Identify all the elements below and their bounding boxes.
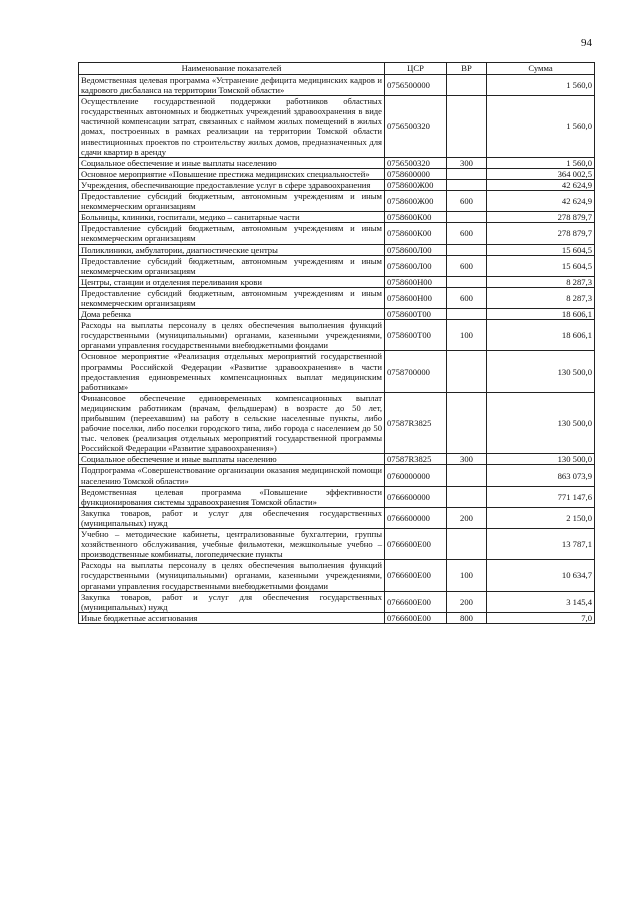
table-row	[79, 157, 595, 168]
header-vr: ВР	[447, 63, 487, 75]
cell-name: Подпрограмма «Совершенствование организации оказания медицинской помощи населению Томской области»	[79, 465, 385, 486]
cell-code: 0766600Е00	[385, 529, 447, 560]
cell-name: Осуществление государственной поддержки работников областных государственных автономных и бюджетных учреждений здравоохранения в виде частичной компенсации затрат, связанных с наймом жилых помещений в жилых домах, построенных в рамках реализации на территории Томской области инвестиционных проектов по строительству жилых домов, предназначенных для сдачи квартир в аренду	[79, 96, 385, 158]
cell-vr: 600	[447, 191, 487, 212]
cell-code: 0758600Т00	[385, 309, 447, 320]
table-row	[79, 612, 595, 623]
table-row	[79, 168, 595, 179]
cell-vr: 200	[447, 591, 487, 612]
cell-sum: 13 787,1	[487, 529, 595, 560]
cell-name: Дома ребенка	[79, 309, 385, 320]
cell-sum: 8 287,3	[487, 276, 595, 287]
cell-code: 0766600000	[385, 507, 447, 528]
table-row	[79, 529, 595, 560]
cell-vr	[447, 75, 487, 96]
cell-sum: 42 624,9	[487, 179, 595, 190]
table-row	[79, 179, 595, 190]
cell-sum: 18 606,1	[487, 309, 595, 320]
table-row	[79, 591, 595, 612]
cell-name: Центры, станции и отделения переливания крови	[79, 276, 385, 287]
table-row	[79, 191, 595, 212]
budget-table	[78, 62, 595, 624]
cell-code: 0758600Т00	[385, 320, 447, 351]
cell-code: 0758600К00	[385, 223, 447, 244]
table-row	[79, 560, 595, 591]
cell-sum: 130 500,0	[487, 351, 595, 392]
cell-code: 0758700000	[385, 351, 447, 392]
header-csr: ЦСР	[385, 63, 447, 75]
cell-code: 0756500000	[385, 75, 447, 96]
table-row	[79, 287, 595, 308]
table-row	[79, 320, 595, 351]
cell-vr: 300	[447, 157, 487, 168]
cell-sum: 771 147,6	[487, 486, 595, 507]
cell-vr	[447, 276, 487, 287]
cell-vr: 600	[447, 223, 487, 244]
cell-code: 0766600Е00	[385, 591, 447, 612]
cell-vr	[447, 351, 487, 392]
header-name: Наименование показателей	[79, 63, 385, 75]
cell-code: 0758600К00	[385, 212, 447, 223]
page-number: 94	[581, 37, 592, 49]
cell-code: 07587R3825	[385, 454, 447, 465]
cell-name: Предоставление субсидий бюджетным, автономным учреждениям и иным некоммерческим организациям	[79, 255, 385, 276]
cell-code: 0758600Н00	[385, 287, 447, 308]
cell-vr: 200	[447, 507, 487, 528]
cell-name: Больницы, клиники, госпитали, медико – санитарные части	[79, 212, 385, 223]
cell-sum: 3 145,4	[487, 591, 595, 612]
cell-name: Закупка товаров, работ и услуг для обеспечения государственных (муниципальных) нужд	[79, 507, 385, 528]
table-row	[79, 276, 595, 287]
table-row	[79, 223, 595, 244]
cell-sum: 8 287,3	[487, 287, 595, 308]
cell-name: Финансовое обеспечение единовременных компенсационных выплат медицинским работникам (врачам, фельдшерам) в возрасте до 50 лет, прибывшим (переехавшим) на работу в сельские населенные пункты, либо рабочие поселки, либо поселки городского типа, либо города с населением до 50 тыс. человек (реализация отдельных мероприятий государственной программы Российской Федерации «Развитие здравоохранения»)	[79, 392, 385, 454]
cell-sum: 15 604,5	[487, 255, 595, 276]
cell-name: Иные бюджетные ассигнования	[79, 612, 385, 623]
cell-vr: 600	[447, 255, 487, 276]
cell-sum: 1 560,0	[487, 157, 595, 168]
cell-vr	[447, 168, 487, 179]
table-row	[79, 486, 595, 507]
cell-name: Основное мероприятие «Реализация отдельных мероприятий государственной программы Российской Федерации «Развитие здравоохранения» в части предоставления единовременных компенсационных выплат медицинским работникам»	[79, 351, 385, 392]
cell-name: Ведомственная целевая программа «Повышение эффективности функционирования системы здравоохранения Томской области»	[79, 486, 385, 507]
cell-sum: 15 604,5	[487, 244, 595, 255]
cell-sum: 278 879,7	[487, 212, 595, 223]
cell-sum: 18 606,1	[487, 320, 595, 351]
cell-code: 0758600Л00	[385, 255, 447, 276]
cell-code: 0760000000	[385, 465, 447, 486]
cell-vr	[447, 486, 487, 507]
cell-name: Закупка товаров, работ и услуг для обеспечения государственных (муниципальных) нужд	[79, 591, 385, 612]
table-header-row	[79, 63, 595, 75]
cell-name: Предоставление субсидий бюджетным, автономным учреждениям и иным некоммерческим организациям	[79, 223, 385, 244]
cell-code: 0758600Л00	[385, 244, 447, 255]
table-row	[79, 244, 595, 255]
cell-name: Предоставление субсидий бюджетным, автономным учреждениям и иным некоммерческим организациям	[79, 191, 385, 212]
cell-code: 07587R3825	[385, 392, 447, 454]
table-row	[79, 212, 595, 223]
cell-vr: 600	[447, 287, 487, 308]
cell-sum: 1 560,0	[487, 96, 595, 158]
cell-vr: 100	[447, 320, 487, 351]
cell-sum: 130 500,0	[487, 392, 595, 454]
cell-code: 0756500320	[385, 157, 447, 168]
cell-sum: 364 002,5	[487, 168, 595, 179]
cell-vr: 100	[447, 560, 487, 591]
cell-vr	[447, 179, 487, 190]
table-row	[79, 392, 595, 454]
table-row	[79, 465, 595, 486]
table-row	[79, 351, 595, 392]
cell-code: 0766600Е00	[385, 612, 447, 623]
cell-sum: 7,0	[487, 612, 595, 623]
cell-name: Расходы на выплаты персоналу в целях обеспечения выполнения функций государственными (муниципальными) органами, казенными учреждениями, органами управления государственными внебюджетными фондами	[79, 560, 385, 591]
cell-vr	[447, 212, 487, 223]
cell-code: 0766600Е00	[385, 560, 447, 591]
cell-vr: 800	[447, 612, 487, 623]
cell-vr	[447, 244, 487, 255]
cell-code: 0766600000	[385, 486, 447, 507]
cell-sum: 1 560,0	[487, 75, 595, 96]
cell-name: Социальное обеспечение и иные выплаты населению	[79, 157, 385, 168]
cell-name: Социальное обеспечение и иные выплаты населению	[79, 454, 385, 465]
cell-code: 0758600Ж00	[385, 179, 447, 190]
cell-sum: 10 634,7	[487, 560, 595, 591]
cell-name: Ведомственная целевая программа «Устранение дефицита медицинских кадров и кадрового дисбаланса на территории Томской области»	[79, 75, 385, 96]
cell-name: Расходы на выплаты персоналу в целях обеспечения выполнения функций государственными (муниципальными) органами, казенными учреждениями, органами управления государственными внебюджетными фондами	[79, 320, 385, 351]
cell-vr	[447, 392, 487, 454]
cell-code: 0756500320	[385, 96, 447, 158]
cell-name: Учреждения, обеспечивающие предоставление услуг в сфере здравоохранения	[79, 179, 385, 190]
cell-vr	[447, 309, 487, 320]
cell-name: Предоставление субсидий бюджетным, автономным учреждениям и иным некоммерческим организациям	[79, 287, 385, 308]
header-sum: Сумма	[487, 63, 595, 75]
table-row	[79, 75, 595, 96]
cell-code: 0758600Ж00	[385, 191, 447, 212]
cell-vr	[447, 465, 487, 486]
cell-name: Основное мероприятие «Повышение престижа медицинских специальностей»	[79, 168, 385, 179]
cell-sum: 278 879,7	[487, 223, 595, 244]
cell-code: 0758600Н00	[385, 276, 447, 287]
table-row	[79, 454, 595, 465]
cell-sum: 42 624,9	[487, 191, 595, 212]
cell-sum: 863 073,9	[487, 465, 595, 486]
cell-name: Учебно – методические кабинеты, централизованные бухгалтерии, группы хозяйственного обслуживания, учебные фильмотеки, межшкольные учебно – производственные комбинаты, логопедические пункты	[79, 529, 385, 560]
cell-code: 0758600000	[385, 168, 447, 179]
cell-name: Поликлиники, амбулатории, диагностические центры	[79, 244, 385, 255]
table-row	[79, 309, 595, 320]
cell-vr	[447, 96, 487, 158]
cell-vr	[447, 529, 487, 560]
cell-sum: 2 150,0	[487, 507, 595, 528]
table-row	[79, 507, 595, 528]
table-row	[79, 255, 595, 276]
cell-sum: 130 500,0	[487, 454, 595, 465]
table-row	[79, 96, 595, 158]
cell-vr: 300	[447, 454, 487, 465]
